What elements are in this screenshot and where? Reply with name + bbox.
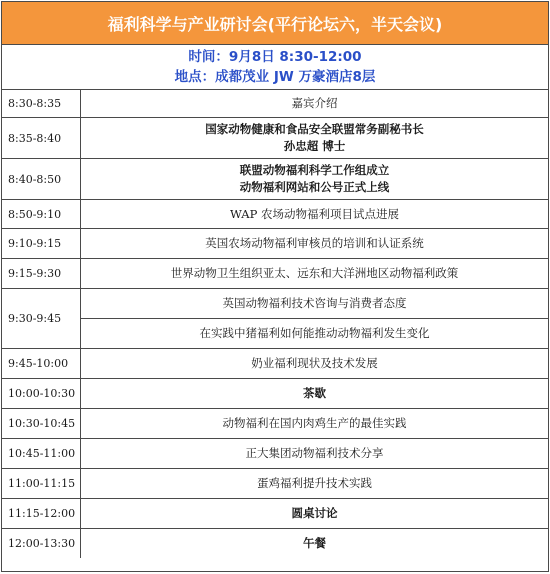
schedule-topic-line: 正大集团动物福利技术分享 [245,446,384,460]
schedule-topic-line: 世界动物卫生组织亚太、远东和大洋洲地区动物福利政策 [170,266,459,280]
schedule-topic [81,409,549,439]
schedule-topic [81,229,549,259]
schedule-topic [81,529,549,559]
schedule-topic-line: 英国农场动物福利审核员的培训和认证系统 [205,236,424,250]
meeting-location: 地点：成都茂业 JW 万豪酒店8层 [174,69,376,85]
schedule-row [2,289,548,319]
schedule-time: 9:10-9:15 [2,229,81,259]
schedule-topic [81,200,549,229]
meeting-info [2,45,548,90]
agenda-document [1,1,549,572]
schedule-time: 8:30-8:35 [2,90,81,118]
schedule-time: 11:15-12:00 [2,499,81,529]
schedule-row [2,90,548,118]
schedule-topic-line: 孙忠超 博士 [283,139,346,153]
schedule-topic-line: 奶业福利现状及技术发展 [251,356,378,370]
schedule-table [2,90,548,558]
schedule-time: 11:00-11:15 [2,469,81,499]
schedule-topic [81,499,549,529]
schedule-topic-line: 英国动物福利技术咨询与消费者态度 [222,296,407,310]
agenda-title: 福利科学与产业研讨会(平行论坛六，半天会议) [2,2,548,45]
meeting-time: 时间：9月8日 8:30-12:00 [188,49,362,65]
schedule-row [2,379,548,409]
schedule-row [2,259,548,289]
schedule-topic-line: 圆桌讨论 [291,506,338,520]
schedule-time: 8:40-8:50 [2,159,81,200]
schedule-row [2,118,548,159]
schedule-row [2,349,548,379]
schedule-row [2,229,548,259]
schedule-topic-line: 午餐 [303,536,326,550]
schedule-time: 10:00-10:30 [2,379,81,409]
schedule-topic-line: 动物福利在国内肉鸡生产的最佳实践 [222,416,407,430]
schedule-time: 12:00-13:30 [2,529,81,559]
schedule-topic [81,259,549,289]
schedule-row [2,159,548,200]
schedule-topic-line: WAP 农场动物福利项目试点进展 [230,206,399,221]
schedule-row [2,499,548,529]
schedule-topic [81,289,549,319]
schedule-time: 9:15-9:30 [2,259,81,289]
schedule-time: 9:45-10:00 [2,349,81,379]
schedule-topic [81,379,549,409]
schedule-topic-line: 联盟动物福利科学工作组成立 [239,163,390,177]
schedule-topic-line: 嘉宾介绍 [291,96,338,110]
schedule-topic-line: 蛋鸡福利提升技术实践 [257,476,372,490]
schedule-topic [81,118,549,159]
schedule-row [2,319,548,349]
schedule-row [2,200,548,229]
schedule-row [2,529,548,559]
schedule-row [2,409,548,439]
schedule-topic [81,90,549,118]
schedule-topic [81,349,549,379]
schedule-topic [81,469,549,499]
schedule-row [2,439,548,469]
schedule-row [2,469,548,499]
schedule-topic [81,319,549,349]
schedule-topic-line: 动物福利网站和公号正式上线 [239,180,390,194]
schedule-topic-line: 茶歇 [303,386,326,400]
schedule-time: 8:35-8:40 [2,118,81,159]
schedule-time: 9:30-9:45 [2,289,81,349]
schedule-topic [81,159,549,200]
schedule-topic-line: 在实践中猪福利如何能推动动物福利发生变化 [199,326,430,340]
schedule-topic-line: 国家动物健康和食品安全联盟常务副秘书长 [205,122,424,136]
schedule-topic [81,439,549,469]
schedule-time: 10:45-11:00 [2,439,81,469]
schedule-time: 10:30-10:45 [2,409,81,439]
schedule-time: 8:50-9:10 [2,200,81,229]
